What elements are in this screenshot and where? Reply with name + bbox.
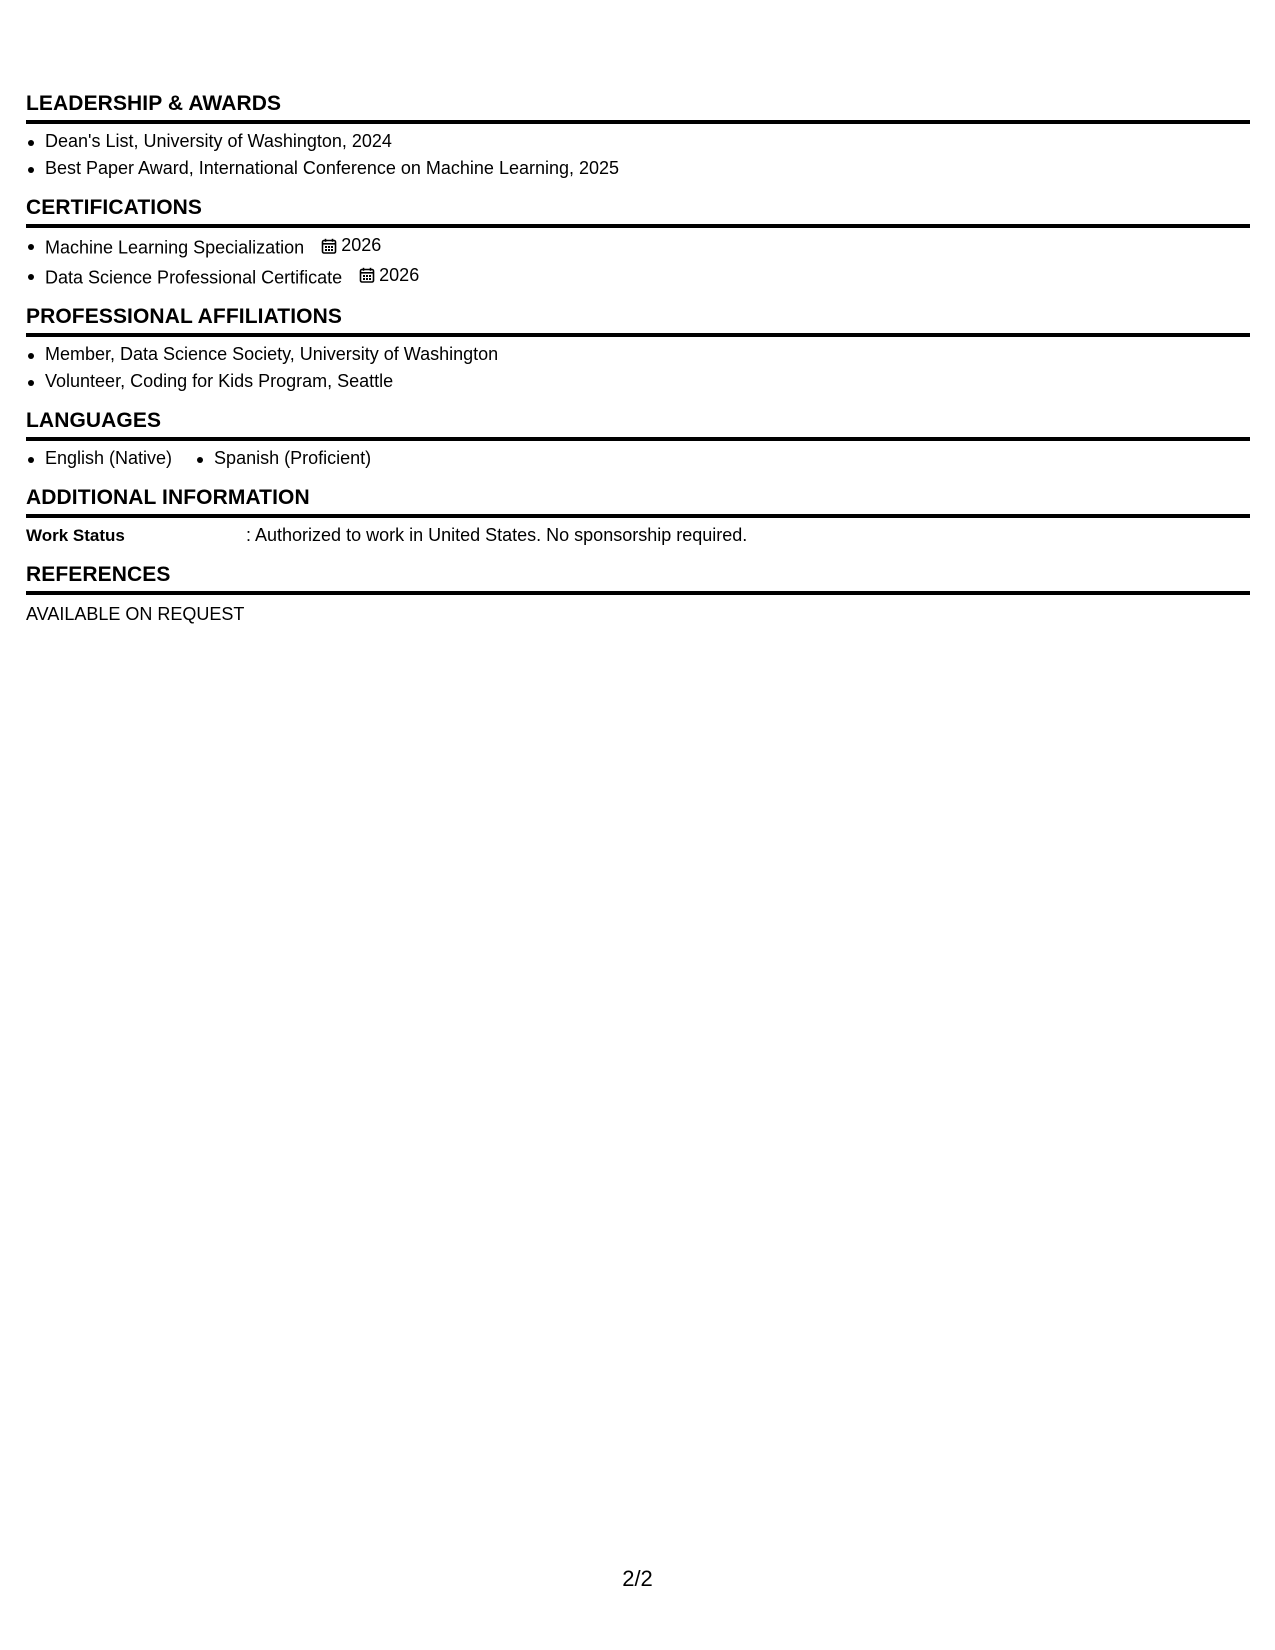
certifications-list <box>26 232 1250 291</box>
certifications-section <box>26 194 1250 291</box>
leadership-list <box>26 128 1250 182</box>
list-item: English (Native) <box>45 445 172 472</box>
affiliations-list <box>26 341 1250 395</box>
work-status-row <box>26 522 1250 549</box>
list-item <box>45 262 1250 292</box>
section-title: CERTIFICATIONS <box>26 194 1250 228</box>
resume-page <box>26 90 1250 640</box>
list-item: Best Paper Award, International Conference on Machine Learning, 2025 <box>45 155 1250 182</box>
leadership-section <box>26 90 1250 182</box>
section-title: LANGUAGES <box>26 407 1250 441</box>
section-title: ADDITIONAL INFORMATION <box>26 484 1250 518</box>
work-status-value: : Authorized to work in United States. No sponsorship required. <box>246 525 748 545</box>
section-title: REFERENCES <box>26 561 1250 595</box>
languages-list <box>26 445 1250 472</box>
certification-year: 2026 <box>341 235 382 255</box>
additional-info-section <box>26 484 1250 549</box>
list-item: Volunteer, Coding for Kids Program, Seattle <box>45 368 1250 395</box>
certification-date <box>359 262 419 289</box>
references-text: AVAILABLE ON REQUEST <box>26 604 245 624</box>
certification-name: Data Science Professional Certificate <box>45 267 343 287</box>
certification-date <box>321 232 381 259</box>
calendar-icon <box>359 267 375 283</box>
list-item: Dean's List, University of Washington, 2024 <box>45 128 1250 155</box>
section-title: PROFESSIONAL AFFILIATIONS <box>26 303 1250 337</box>
section-title: LEADERSHIP & AWARDS <box>26 90 1250 124</box>
list-item: Spanish (Proficient) <box>214 445 371 472</box>
certification-name: Machine Learning Specialization <box>45 237 305 258</box>
work-status-label: Work Status <box>26 526 125 545</box>
certification-year: 2026 <box>379 264 420 285</box>
references-section <box>26 561 1250 628</box>
calendar-icon <box>321 238 337 254</box>
list-item <box>45 232 1250 262</box>
list-item: Member, Data Science Society, University of Washington <box>45 341 1250 368</box>
page-number: 2/2 <box>622 1566 653 1591</box>
affiliations-section <box>26 303 1250 395</box>
languages-section <box>26 407 1250 472</box>
